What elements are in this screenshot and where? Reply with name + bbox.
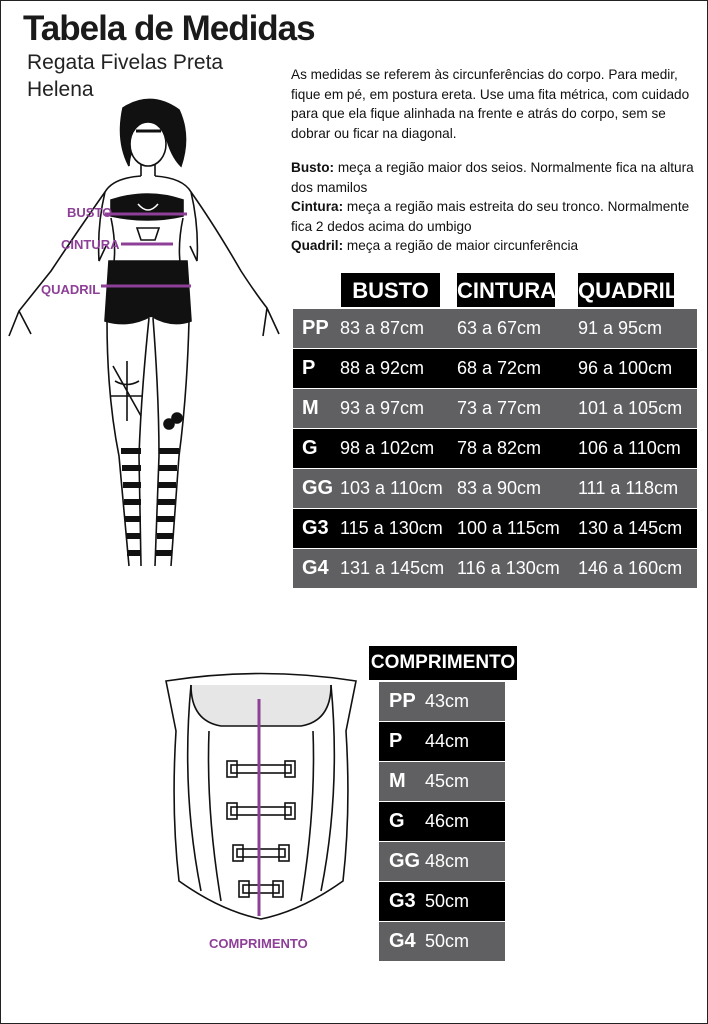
cintura-cell: 78 a 82cm xyxy=(457,438,542,458)
busto-cell: 98 a 102cm xyxy=(340,438,435,458)
product-name-line1: Regata Fivelas Preta xyxy=(27,51,224,74)
quadril-cell: 111 a 118cm xyxy=(578,478,679,498)
busto-label: BUSTO xyxy=(67,205,113,220)
busto-cell: 103 a 110cm xyxy=(340,478,443,498)
table-row xyxy=(293,389,697,428)
cintura-cell: 73 a 77cm xyxy=(457,398,542,418)
table-row xyxy=(293,429,697,468)
quadril-cell: 101 a 105cm xyxy=(578,398,683,418)
corset-illustration xyxy=(161,671,361,926)
size-cell: PP xyxy=(389,690,416,712)
size-cell: PP xyxy=(302,317,329,339)
busto-cell: 83 a 87cm xyxy=(340,318,425,338)
length-cell: 45cm xyxy=(425,771,470,791)
quadril-cell: 96 a 100cm xyxy=(578,358,673,378)
quadril-cell: 146 a 160cm xyxy=(578,558,683,578)
size-cell: G xyxy=(389,810,405,832)
measuring-instructions: As medidas se referem às circunferências do corpo. Para medir, fique em pé, em postura ereta. Use uma fita métrica, com cuidado para que ela fique alinhada na frente e atrás do corpo, sem se dobrar ou ficar na diagonal. xyxy=(291,67,690,141)
header-cintura: CINTURA xyxy=(457,273,555,307)
cintura-cell: 116 a 130cm xyxy=(457,558,560,578)
table-row xyxy=(293,509,697,548)
header-quadril: QUADRIL xyxy=(578,273,674,307)
quadril-cell: 130 a 145cm xyxy=(578,518,683,538)
quadril-label: QUADRIL xyxy=(41,282,101,297)
table-row xyxy=(379,762,505,801)
table-row xyxy=(379,922,505,961)
quadril-cell: 106 a 110cm xyxy=(578,438,681,458)
length-cell: 50cm xyxy=(425,931,470,951)
size-cell: P xyxy=(302,357,316,379)
busto-cell: 115 a 130cm xyxy=(340,518,443,538)
product-name-line2: Helena xyxy=(27,78,94,101)
measurement-definitions xyxy=(291,158,696,256)
busto-cell: 93 a 97cm xyxy=(340,398,425,418)
table-row xyxy=(379,722,505,761)
length-cell: 48cm xyxy=(425,851,470,871)
cintura-cell: 83 a 90cm xyxy=(457,478,542,498)
model-illustration xyxy=(1,96,291,581)
page-title: Tabela de Medidas xyxy=(23,9,315,48)
cintura-cell: 100 a 115cm xyxy=(457,518,560,538)
cintura-definition: Cintura: meça a região mais estreita do seu tronco. Normalmente fica 2 dedos acima do umbigo xyxy=(291,199,690,234)
length-cell: 46cm xyxy=(425,811,470,831)
cintura-label: CINTURA xyxy=(61,237,120,252)
length-cell: 50cm xyxy=(425,891,470,911)
length-cell: 43cm xyxy=(425,691,470,711)
table-row xyxy=(293,309,697,348)
size-cell: GG xyxy=(389,850,421,872)
quadril-cell: 91 a 95cm xyxy=(578,318,663,338)
cintura-cell: 63 a 67cm xyxy=(457,318,542,338)
table-row xyxy=(379,682,505,721)
quadril-definition: Quadril: meça a região de maior circunferência xyxy=(291,238,579,253)
table-row xyxy=(293,549,697,588)
size-cell: G xyxy=(302,437,318,459)
table-row xyxy=(379,802,505,841)
table-row xyxy=(379,842,505,881)
size-cell: GG xyxy=(302,477,334,499)
size-cell: G4 xyxy=(389,930,416,952)
header-comprimento: COMPRIMENTO xyxy=(369,646,517,680)
size-cell: M xyxy=(389,770,406,792)
size-cell: G3 xyxy=(302,517,329,539)
size-cell: M xyxy=(302,397,319,419)
busto-cell: 131 a 145cm xyxy=(340,558,445,578)
table-row xyxy=(293,349,697,388)
header-busto: BUSTO xyxy=(341,273,440,307)
length-cell: 44cm xyxy=(425,731,470,751)
size-cell: G4 xyxy=(302,557,329,579)
cintura-cell: 68 a 72cm xyxy=(457,358,542,378)
busto-definition: Busto: meça a região maior dos seios. Normalmente fica na altura dos mamilos xyxy=(291,160,694,195)
product-name xyxy=(27,49,223,103)
busto-cell: 88 a 92cm xyxy=(340,358,425,378)
table-row xyxy=(379,882,505,921)
size-cell: G3 xyxy=(389,890,416,912)
comprimento-label: COMPRIMENTO xyxy=(209,936,308,951)
size-cell: P xyxy=(389,730,403,752)
table-row xyxy=(293,469,697,508)
